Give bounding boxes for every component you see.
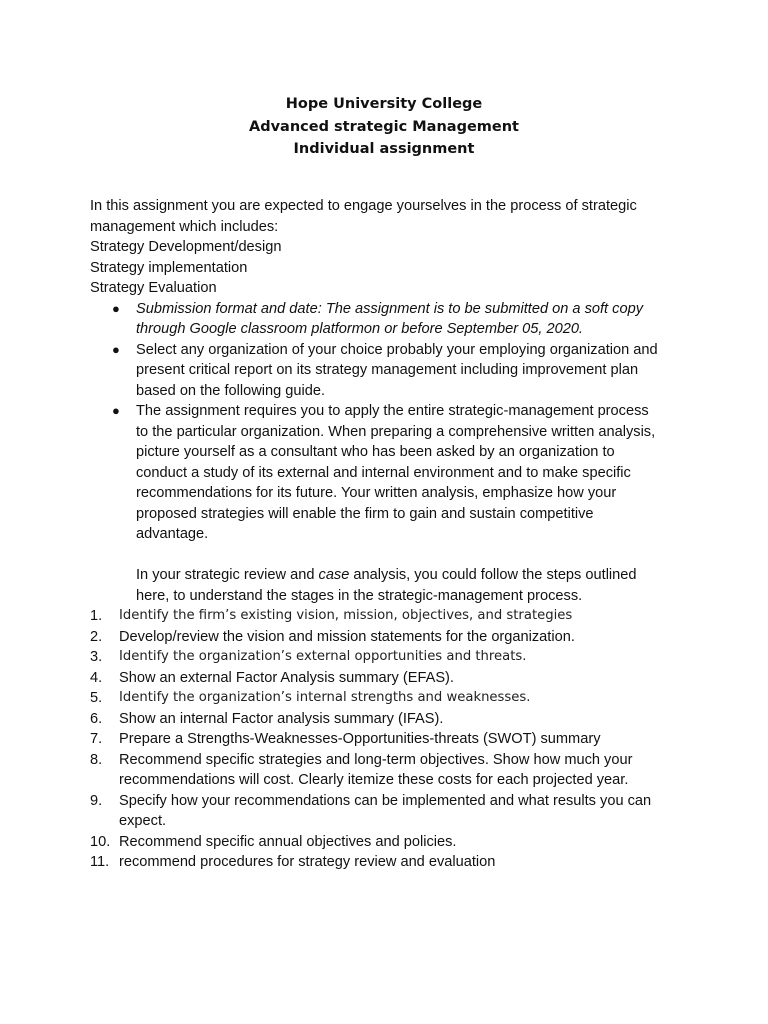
step-line: Prepare a Strengths-Weaknesses-Opportunities-threats (SWOT) summary xyxy=(119,731,601,747)
intro-line: Strategy Evaluation xyxy=(90,280,217,296)
step-number: 5. xyxy=(90,690,103,706)
step-line: Specify how your recommendations can be implemented and what results you can xyxy=(119,792,652,809)
review-line: here, to understand the stages in the strategic-management process. xyxy=(136,587,583,604)
bullet-line: through Google classroom platformon or before September 05, 2020. xyxy=(136,321,583,337)
institution-title: Hope University College xyxy=(285,96,483,112)
step-line: recommend procedures for strategy review and evaluation xyxy=(119,854,496,870)
step-item xyxy=(90,709,690,730)
bullet-line: conduct a study of its external and internal environment and to make specific xyxy=(136,464,631,481)
step-number: 3. xyxy=(90,649,103,665)
step-line: Show an external Factor Analysis summary (EFAS). xyxy=(119,669,454,686)
step-line: expect. xyxy=(119,813,167,829)
step-item xyxy=(90,832,690,853)
intro-line: Strategy implementation xyxy=(90,259,248,276)
step-item xyxy=(90,750,690,791)
step-line: recommendations will cost. Clearly itemize these costs for each projected year. xyxy=(119,772,629,788)
step-number: 10. xyxy=(90,833,111,850)
step-item xyxy=(90,791,690,832)
step-item xyxy=(90,668,690,689)
bullet-submission xyxy=(90,299,690,340)
bullet-line: The assignment requires you to apply the entire strategic-management process xyxy=(136,403,649,419)
bullet-line: present critical report on its strategy management including improvement plan xyxy=(136,362,639,378)
step-line: Recommend specific annual objectives and policies. xyxy=(119,833,457,850)
bullet-list xyxy=(90,299,690,545)
step-number: 9. xyxy=(90,792,103,809)
step-number: 4. xyxy=(90,669,103,686)
intro-line: In this assignment you are expected to engage yourselves in the process of strategic xyxy=(90,198,637,214)
step-item xyxy=(90,606,690,627)
step-number: 7. xyxy=(90,731,103,747)
bullet-select-org xyxy=(90,340,690,402)
step-item xyxy=(90,647,690,668)
review-line xyxy=(136,565,690,586)
step-number: 6. xyxy=(90,710,103,727)
review-text-post: analysis, you could follow the steps outlined xyxy=(349,567,637,583)
bullet-line: recommendations for its future. Your written analysis, emphasize how your xyxy=(136,485,617,501)
bullet-line: Select any organization of your choice probably your employing organization and xyxy=(136,341,658,358)
steps-list xyxy=(90,606,690,873)
step-line: Show an internal Factor analysis summary (IFAS). xyxy=(119,710,444,727)
assignment-type-title: Individual assignment xyxy=(293,141,475,157)
step-item xyxy=(90,852,690,873)
review-text-pre: In your strategic review and xyxy=(136,567,319,583)
review-paragraph xyxy=(90,565,690,606)
review-text-italic: case xyxy=(318,567,350,583)
intro-line: management which includes: xyxy=(90,218,279,235)
step-line: Develop/review the vision and mission statements for the organization. xyxy=(119,628,575,645)
bullet-line: based on the following guide. xyxy=(136,382,326,399)
bullet-line: Submission format and date: The assignment is to be submitted on a soft copy xyxy=(136,300,643,317)
step-item xyxy=(90,688,690,709)
document-body xyxy=(90,196,690,873)
bullet-icon: ● xyxy=(112,403,120,418)
bullet-line: to the particular organization. When preparing a comprehensive written analysis, xyxy=(136,423,656,440)
bullet-line: advantage. xyxy=(136,526,209,542)
course-title: Advanced strategic Management xyxy=(248,118,519,135)
step-line: Identify the organization’s external opportunities and threats. xyxy=(119,649,527,664)
step-number: 11. xyxy=(90,854,110,870)
bullet-requirements xyxy=(90,401,690,545)
intro-line: Strategy Development/design xyxy=(90,239,282,255)
document-header xyxy=(0,93,768,161)
step-line: Identify the firm’s existing vision, mission, objectives, and strategies xyxy=(119,608,573,623)
step-number: 1. xyxy=(90,608,103,624)
step-line: Recommend specific strategies and long-term objectives. Show how much your xyxy=(119,751,633,768)
step-number: 8. xyxy=(90,751,103,768)
bullet-line: proposed strategies will enable the firm to gain and sustain competitive xyxy=(136,505,594,522)
step-item xyxy=(90,729,690,750)
step-number: 2. xyxy=(90,628,103,645)
bullet-line: picture yourself as a consultant who has been asked by an organization to xyxy=(136,444,615,460)
step-item xyxy=(90,627,690,648)
bullet-icon: ● xyxy=(112,341,120,357)
bullet-icon: ● xyxy=(112,300,120,316)
intro-section xyxy=(90,196,690,299)
step-line: Identify the organization’s internal strengths and weaknesses. xyxy=(119,690,531,705)
